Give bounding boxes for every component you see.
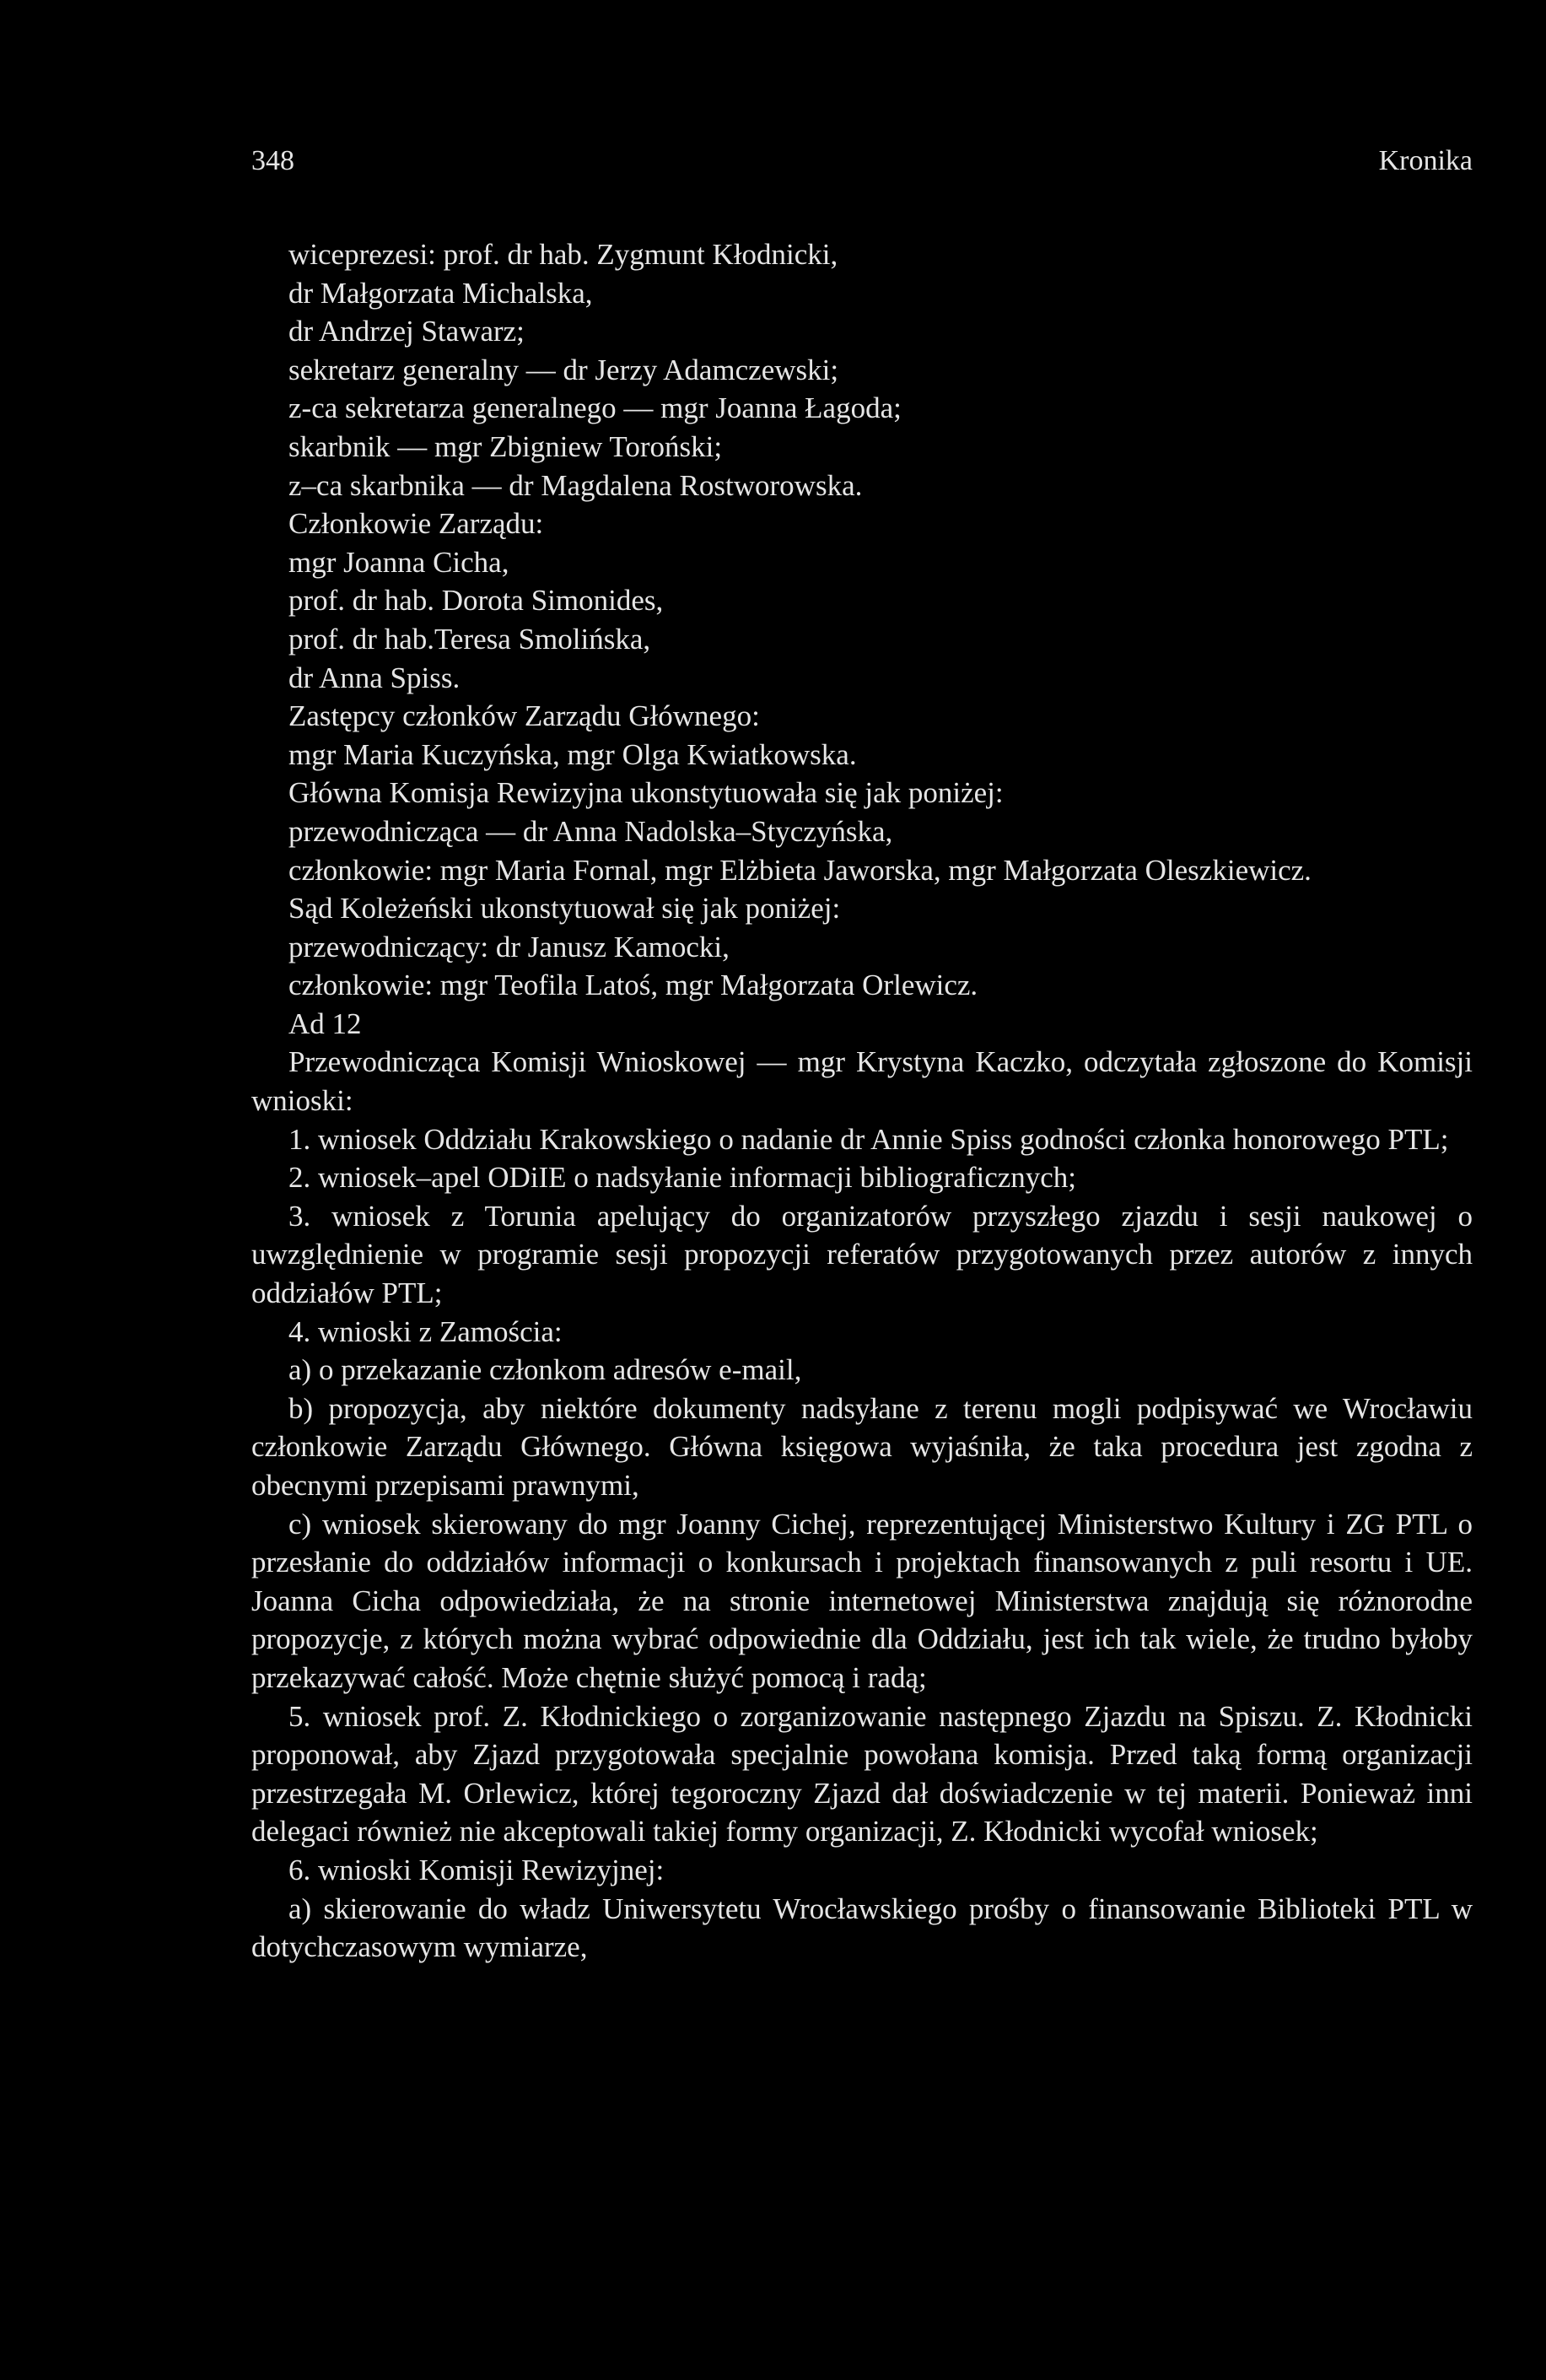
officer-line: z-ca sekretarza generalnego — mgr Joanna Łagoda; <box>288 391 902 425</box>
board-member: prof. dr hab.Teresa Smolińska, <box>288 622 651 656</box>
motion-subitem: b) propozycja, aby niektóre dokumenty nadsyłane z terenu mogli podpisywać we Wrocławiu członkowie Zarządu Głównego. Główna księgowa wyjaśniła, że taka procedura jest zgodna z obecnymi przepisami prawnymi, <box>251 1391 1473 1502</box>
board-member: mgr Joanna Cicha, <box>288 545 509 579</box>
motion-item: 4. wnioski z Zamościa: <box>288 1314 563 1348</box>
page-header <box>251 145 1473 187</box>
ad12-heading: Ad 12 <box>288 1007 362 1040</box>
motion-item: 1. wniosek Oddziału Krakowskiego o nadanie dr Annie Spiss godności członka honorowego PTL; <box>288 1122 1449 1156</box>
motion-subitem: a) skierowanie do władz Uniwersytetu Wrocławskiego prośby o finansowanie Biblioteki PTL w dotychczasowym wymiarze, <box>251 1892 1473 1964</box>
board-heading: Członkowie Zarządu: <box>288 507 544 541</box>
motion-item: 3. wniosek z Torunia apelujący do organizatorów przyszłego zjazdu i sesji naukowej o uwzględnienie w programie sesji propozycji referatów przygotowanych przez autorów z innych oddziałów PTL; <box>251 1199 1473 1310</box>
deputies-members: mgr Maria Kuczyńska, mgr Olga Kwiatkowska. <box>288 737 857 771</box>
page-content <box>251 235 1473 1967</box>
ad12-section <box>251 1005 1473 1967</box>
officer-line: dr Małgorzata Michalska, <box>288 276 593 310</box>
officer-line: z–ca skarbnika — dr Magdalena Rostworowska. <box>288 468 863 502</box>
deputies-section <box>251 697 1473 774</box>
board-member: dr Anna Spiss. <box>288 661 461 694</box>
motion-subitem: c) wniosek skierowany do mgr Joanny Cichej, reprezentującej Ministerstwo Kultury i ZG PTL o przesłanie do oddziałów informacji o konkursach i projektach finansowanych z puli resortu i UE. Joanna Cicha odpowiedziała, że na stronie internetowej Ministerstwa znajdują się różnorodne propozycje, z których można wybrać odpowiednie dla Oddziału, jest ich tak wiele, że trudno byłoby przekazywać całość. Może chętnie służyć pomocą i radą; <box>251 1507 1473 1694</box>
board-section <box>251 505 1473 697</box>
officer-line: sekretarz generalny — dr Jerzy Adamczewski; <box>288 353 839 386</box>
officers-section <box>251 235 1473 505</box>
running-title: Kronika <box>1378 145 1473 176</box>
audit-heading: Główna Komisja Rewizyjna ukonstytuowała się jak poniżej: <box>288 776 1004 810</box>
audit-committee-section <box>251 774 1473 889</box>
ad12-intro: Przewodnicząca Komisji Wnioskowej — mgr Krystyna Kaczko, odczytała zgłoszone do Komisji wnioski: <box>251 1045 1473 1118</box>
motion-item: 5. wniosek prof. Z. Kłodnickiego o zorganizowanie następnego Zjazdu na Spiszu. Z. Kłodnicki proponował, aby Zjazd przygotowała specjalnie powołana komisja. Przed taką formą organizacji przestrzegała M. Orlewicz, której tegoroczny Zjazd dał doświadczenie w tej materii. Ponieważ inni delegaci również nie akceptowali takiej formy organizacji, Z. Kłodnicki wycofał wniosek; <box>251 1699 1473 1848</box>
peer-court-section <box>251 889 1473 1005</box>
officer-line: wiceprezesi: prof. dr hab. Zygmunt Kłodnicki, <box>288 238 838 271</box>
officer-line: dr Andrzej Stawarz; <box>288 315 525 348</box>
court-heading: Sąd Koleżeński ukonstytuował się jak poniżej: <box>288 892 841 926</box>
deputies-heading: Zastępcy członków Zarządu Głównego: <box>288 699 760 733</box>
officer-line: skarbnik — mgr Zbigniew Toroński; <box>288 429 723 463</box>
motion-subitem: a) o przekazanie członkom adresów e-mail, <box>288 1353 802 1387</box>
motion-item: 2. wniosek–apel ODiIE o nadsyłanie informacji bibliograficznych; <box>288 1161 1077 1195</box>
audit-members: członkowie: mgr Maria Fornal, mgr Elżbieta Jaworska, mgr Małgorzata Oleszkiewicz. <box>288 853 1312 887</box>
motion-item: 6. wnioski Komisji Rewizyjnej: <box>288 1853 665 1886</box>
audit-chair: przewodnicząca — dr Anna Nadolska–Styczyńska, <box>288 814 893 848</box>
page-number: 348 <box>251 145 294 176</box>
board-member: prof. dr hab. Dorota Simonides, <box>288 584 664 618</box>
court-members: członkowie: mgr Teofila Latoś, mgr Małgorzata Orlewicz. <box>288 969 978 1002</box>
court-chair: przewodniczący: dr Janusz Kamocki, <box>288 930 730 963</box>
